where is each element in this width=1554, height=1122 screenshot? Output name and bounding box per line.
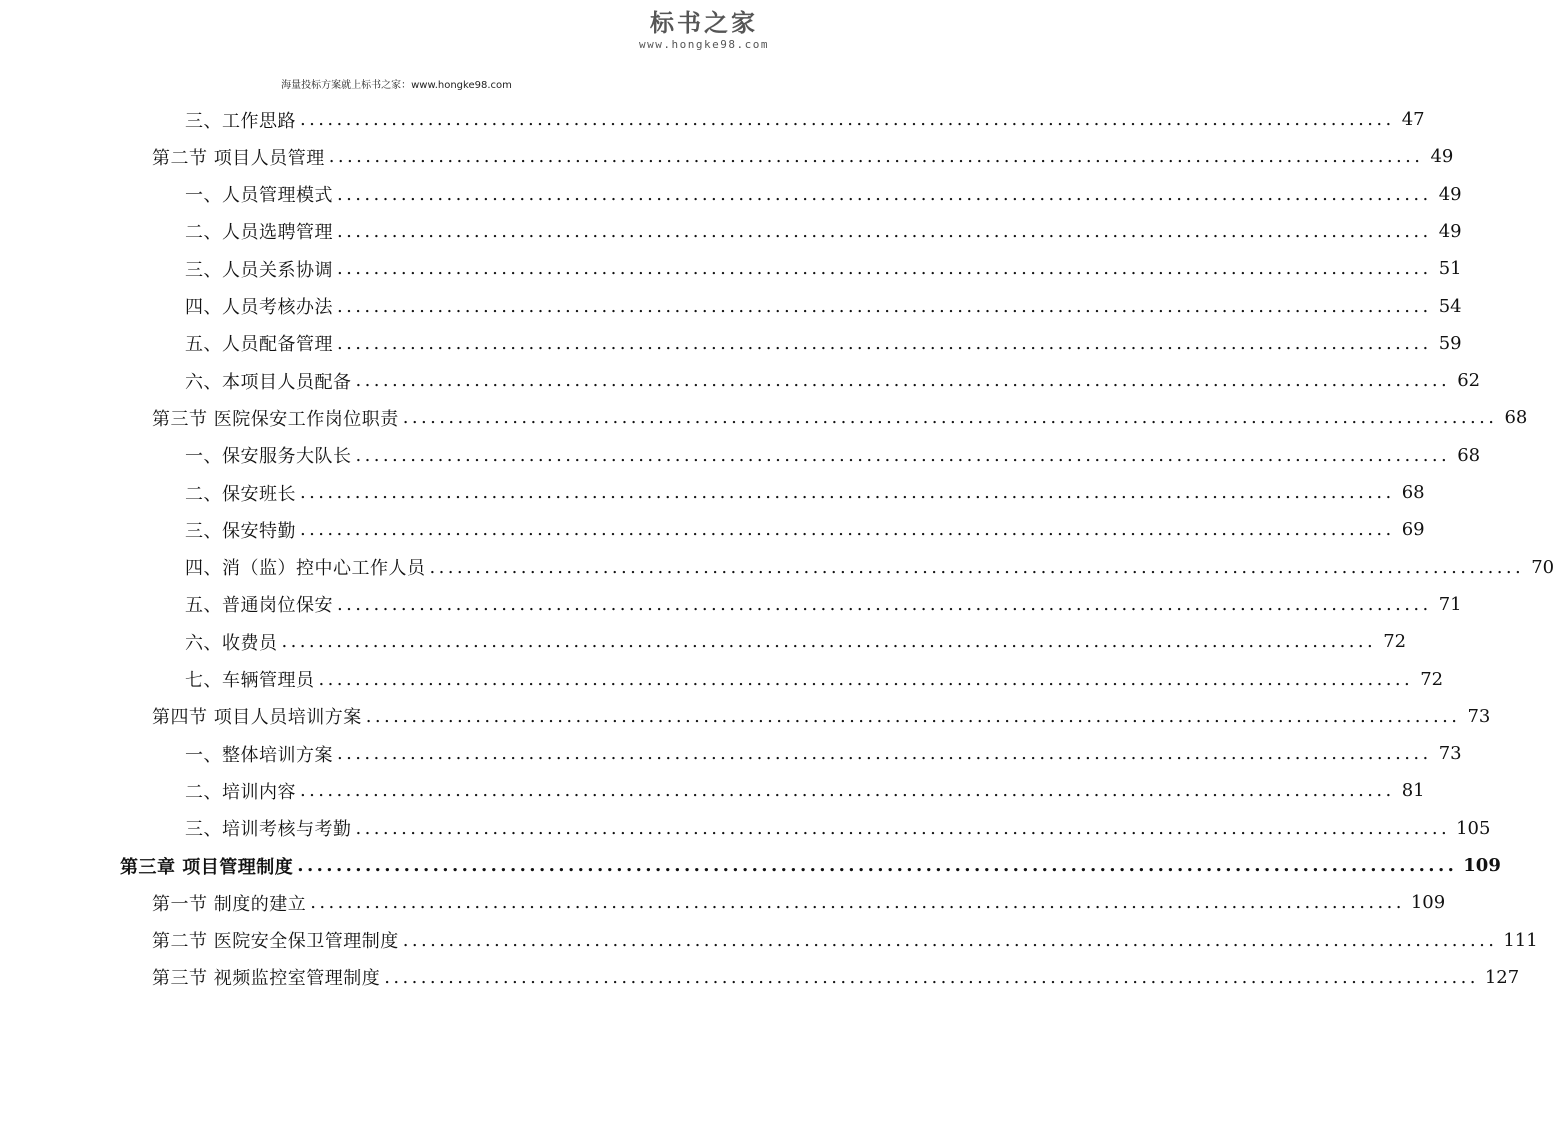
toc-leader-dots: ........................................................................................................................ <box>328 146 1424 168</box>
toc-entry-page-number: 68 <box>1504 407 1528 429</box>
toc-entry-page-number: 49 <box>1438 183 1462 205</box>
toc-entry-title: 第四节 项目人员培训方案 <box>152 707 362 729</box>
toc-leader-dots: ........................................................................................................................ <box>429 556 1525 578</box>
toc-entry[interactable] <box>152 399 1528 436</box>
toc-entry-page-number: 54 <box>1438 295 1462 317</box>
toc-entry-page-number: 72 <box>1383 631 1407 653</box>
toc-entry-page-number: 49 <box>1438 220 1462 242</box>
toc-leader-dots: ........................................................................................................................ <box>337 743 1432 765</box>
toc-entry[interactable] <box>185 437 1481 474</box>
toc-entry[interactable] <box>185 623 1407 660</box>
toc-leader-dots: ........................................................................................................................ <box>300 482 1395 503</box>
toc-entry-title: 第三节 医院保安工作岗位职责 <box>152 408 399 430</box>
toc-leader-dots: ........................................................................................................................ <box>337 593 1432 615</box>
toc-leader-dots: ........................................................................................................................ <box>355 817 1451 839</box>
toc-entry-title: 一、整体培训方案 <box>185 744 333 766</box>
site-logo <box>629 8 779 52</box>
toc-leader-dots: ........................................................................................................................ <box>402 407 1498 429</box>
toc-entry-page-number: 70 <box>1531 556 1554 578</box>
toc-leader-dots: ........................................................................................................................ <box>300 109 1395 130</box>
toc-entry[interactable] <box>185 810 1491 847</box>
toc-entry-title: 二、培训内容 <box>185 781 296 803</box>
toc-entry-title: 一、保安服务大队长 <box>185 446 352 468</box>
toc-entry-title: 第二节 医院安全保卫管理制度 <box>152 931 399 953</box>
toc-entry-page-number: 51 <box>1438 258 1462 280</box>
toc-leader-dots: ........................................................................................................................ <box>310 892 1405 914</box>
toc-entry-page-number: 73 <box>1467 705 1491 727</box>
toc-entry-title: 五、普通岗位保安 <box>185 595 333 617</box>
toc-leader-dots: ........................................................................................................................ <box>337 258 1432 280</box>
toc-leader-dots: ........................................................................................................................ <box>318 668 1414 690</box>
toc-entry-title: 一、人员管理模式 <box>185 185 333 207</box>
toc-leader-dots: ........................................................................................................................ <box>355 444 1451 466</box>
toc-entry[interactable] <box>185 549 1554 586</box>
toc-entry[interactable] <box>185 213 1462 250</box>
toc-leader-dots: ........................................................................................................................ <box>300 780 1395 802</box>
toc-entry-page-number: 69 <box>1401 519 1425 541</box>
toc-entry-title: 四、人员考核办法 <box>185 297 333 318</box>
toc-entry[interactable] <box>185 176 1462 213</box>
toc-entry-title: 三、培训考核与考勤 <box>185 819 352 841</box>
toc-entry[interactable] <box>152 922 1538 959</box>
toc-entry-page-number: 62 <box>1457 370 1481 392</box>
toc-entry[interactable] <box>185 101 1425 138</box>
toc-entry[interactable] <box>185 288 1462 325</box>
toc-entry[interactable] <box>185 661 1444 698</box>
toc-leader-dots: ........................................................................................................................ <box>337 183 1432 205</box>
toc-entry-page-number: 73 <box>1438 743 1462 765</box>
toc-entry-page-number: 68 <box>1457 444 1481 466</box>
toc-entry-page-number: 71 <box>1438 593 1462 615</box>
toc-entry-page-number: 47 <box>1401 109 1425 130</box>
toc-entry-title: 七、车辆管理员 <box>185 670 315 691</box>
toc-entry[interactable] <box>120 847 1501 884</box>
toc-entry-title: 四、消（监）控中心工作人员 <box>185 558 426 580</box>
toc-entry-page-number: 111 <box>1503 929 1538 951</box>
toc-leader-dots: ........................................................................................................................ <box>337 220 1432 242</box>
toc-leader-dots: ........................................................................................................................ <box>281 631 1377 653</box>
toc-entry-title: 三、人员关系协调 <box>185 259 333 281</box>
toc-entry-title: 三、保安特勤 <box>185 520 296 542</box>
toc-entry-title: 六、收费员 <box>185 632 278 654</box>
toc-leader-dots: ........................................................................................................................ <box>297 855 1458 876</box>
toc-leader-dots: ........................................................................................................................ <box>384 966 1479 988</box>
site-logo-text: 标书之家 <box>650 9 758 37</box>
toc-entry-page-number: 68 <box>1401 482 1425 503</box>
toc-entry[interactable] <box>152 884 1446 921</box>
toc-entry[interactable] <box>185 474 1425 511</box>
toc-entry[interactable] <box>185 250 1462 287</box>
toc-entry[interactable] <box>185 772 1425 809</box>
toc-entry-title: 五、人员配备管理 <box>185 334 333 356</box>
toc-entry-title: 第一节 制度的建立 <box>152 893 307 915</box>
toc-entry[interactable] <box>152 959 1520 996</box>
toc-entry-title: 第三章 项目管理制度 <box>120 856 294 878</box>
toc-entry-page-number: 81 <box>1401 780 1425 802</box>
toc-entry[interactable] <box>185 362 1481 399</box>
toc-leader-dots: ........................................................................................................................ <box>355 370 1451 392</box>
toc-entry-page-number: 105 <box>1456 817 1491 839</box>
page-header-note: 海量投标方案就上标书之家：www.hongke98.com <box>281 80 512 91</box>
toc-entry-page-number: 49 <box>1430 146 1454 168</box>
toc-entry-title: 三、工作思路 <box>185 110 296 132</box>
toc-entry-page-number: 109 <box>1463 855 1501 876</box>
toc-entry[interactable] <box>152 698 1491 735</box>
toc-entry-page-number: 72 <box>1420 668 1444 690</box>
toc-entry[interactable] <box>185 511 1425 548</box>
toc-entry-title: 第三节 视频监控室管理制度 <box>152 968 381 990</box>
toc-entry-title: 二、人员选聘管理 <box>185 222 333 244</box>
toc-entry-title: 二、保安班长 <box>185 483 296 505</box>
toc-entry-page-number: 127 <box>1484 966 1520 988</box>
toc-entry[interactable] <box>152 138 1454 175</box>
toc-entry-page-number: 109 <box>1410 892 1446 914</box>
toc-leader-dots: ........................................................................................................................ <box>337 332 1432 354</box>
toc-entry[interactable] <box>185 586 1462 623</box>
toc-entry-title: 六、本项目人员配备 <box>185 371 352 393</box>
toc-entry-page-number: 59 <box>1438 332 1462 354</box>
toc-entry[interactable] <box>185 735 1462 772</box>
toc-leader-dots: ........................................................................................................................ <box>337 295 1432 317</box>
toc-entry[interactable] <box>185 325 1462 362</box>
toc-leader-dots: ........................................................................................................................ <box>365 705 1461 727</box>
site-logo-url: www.hongke98.com <box>639 38 769 51</box>
toc-entry-title: 第二节 项目人员管理 <box>152 147 325 169</box>
toc-leader-dots: ........................................................................................................................ <box>402 929 1498 951</box>
toc-leader-dots: ........................................................................................................................ <box>300 519 1395 541</box>
